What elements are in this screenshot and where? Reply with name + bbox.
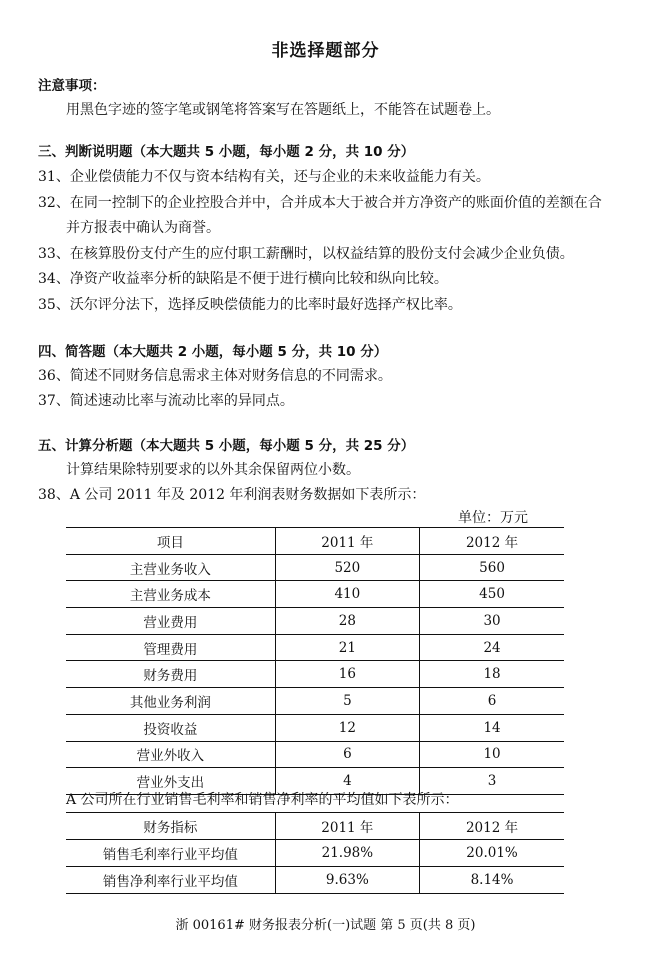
table-row bbox=[66, 608, 564, 635]
notes-heading: 注意事项： bbox=[38, 78, 106, 94]
industry-average-table bbox=[66, 812, 564, 894]
notes-text: 用黑色字迹的签字笔或钢笔将答案写在答题纸上，不能答在试题卷上。 bbox=[66, 102, 500, 118]
question-34: 34、净资产收益率分析的缺陷是不便于进行横向比较和纵向比较。 bbox=[38, 271, 448, 287]
row-label: 营业费用 bbox=[66, 608, 275, 635]
row-label: 营业外收入 bbox=[66, 741, 275, 768]
table-row bbox=[66, 741, 564, 768]
header-cell: 2012 年 bbox=[420, 813, 564, 840]
value-2011: 4 bbox=[275, 768, 419, 795]
value-2012: 18 bbox=[420, 661, 564, 688]
value-2011: 16 bbox=[275, 661, 419, 688]
section-title: 非选择题部分 bbox=[271, 41, 380, 61]
header-cell: 2011 年 bbox=[275, 813, 419, 840]
value-2011: 520 bbox=[275, 554, 419, 581]
value-2012: 6 bbox=[420, 688, 564, 715]
income-statement-table bbox=[66, 527, 564, 795]
value-2011: 410 bbox=[275, 581, 419, 608]
part3-heading: 三、判断说明题（本大题共 5 小题，每小题 2 分，共 10 分） bbox=[38, 144, 415, 160]
header-cell: 财务指标 bbox=[66, 813, 275, 840]
table-row bbox=[66, 634, 564, 661]
value-2012: 14 bbox=[420, 714, 564, 741]
table-row bbox=[66, 554, 564, 581]
page-footer: 浙 00161# 财务报表分析(一)试题 第 5 页(共 8 页) bbox=[175, 918, 476, 933]
value-2011: 28 bbox=[275, 608, 419, 635]
value-2011: 9.63% bbox=[275, 867, 419, 894]
row-label: 管理费用 bbox=[66, 634, 275, 661]
part4-heading: 四、简答题（本大题共 2 小题，每小题 5 分，共 10 分） bbox=[38, 344, 388, 360]
question-31: 31、企业偿债能力不仅与资本结构有关，还与企业的未来收益能力有关。 bbox=[38, 169, 490, 185]
part5-note: 计算结果除特别要求的以外其余保留两位小数。 bbox=[66, 462, 360, 478]
row-label: 主营业务成本 bbox=[66, 581, 275, 608]
value-2011: 21.98% bbox=[275, 840, 419, 867]
row-label: 销售毛利率行业平均值 bbox=[66, 840, 275, 867]
value-2012: 20.01% bbox=[420, 840, 564, 867]
table-row bbox=[66, 840, 564, 867]
table-header-row bbox=[66, 528, 564, 555]
value-2012: 30 bbox=[420, 608, 564, 635]
value-2011: 5 bbox=[275, 688, 419, 715]
row-label: 销售净利率行业平均值 bbox=[66, 867, 275, 894]
table-row bbox=[66, 661, 564, 688]
header-cell: 2011 年 bbox=[275, 528, 419, 555]
table-row bbox=[66, 581, 564, 608]
table-row bbox=[66, 688, 564, 715]
part5-heading: 五、计算分析题（本大题共 5 小题，每小题 5 分，共 25 分） bbox=[38, 438, 415, 454]
value-2012: 24 bbox=[420, 634, 564, 661]
value-2012: 10 bbox=[420, 741, 564, 768]
question-35: 35、沃尔评分法下，选择反映偿债能力的比率时最好选择产权比率。 bbox=[38, 297, 462, 313]
question-38-intro: 38、A 公司 2011 年及 2012 年利润表财务数据如下表所示： bbox=[38, 487, 426, 503]
value-2012: 8.14% bbox=[470, 872, 514, 888]
value-2012: 3 bbox=[487, 773, 497, 790]
question-36: 36、简述不同财务信息需求主体对财务信息的不同需求。 bbox=[38, 368, 392, 384]
question-32: 32、在同一控制下的企业控股合并中，合并成本大于被合并方净资产的账面价值的差额在合 bbox=[38, 195, 602, 211]
value-2012: 450 bbox=[420, 581, 564, 608]
row-label: 主营业务收入 bbox=[66, 554, 275, 581]
table2-intro: A 公司所在行业销售毛利率和销售净利率的平均值如下表所示： bbox=[66, 792, 459, 808]
question-32-cont: 并方报表中确认为商誉。 bbox=[66, 220, 220, 236]
row-label: 营业外支出 bbox=[66, 768, 275, 795]
value-2011: 21 bbox=[275, 634, 419, 661]
table-row bbox=[66, 867, 564, 894]
value-2011: 6 bbox=[275, 741, 419, 768]
table-row bbox=[66, 714, 564, 741]
row-label: 投资收益 bbox=[66, 714, 275, 741]
row-label: 其他业务利润 bbox=[66, 688, 275, 715]
header-cell: 2012 年 bbox=[420, 528, 564, 555]
question-33: 33、在核算股份支付产生的应付职工薪酬时，以权益结算的股份支付会减少企业负债。 bbox=[38, 246, 574, 262]
unit-label: 单位：万元 bbox=[458, 510, 528, 526]
value-2012: 560 bbox=[420, 554, 564, 581]
value-2011: 12 bbox=[275, 714, 419, 741]
question-37: 37、简述速动比率与流动比率的异同点。 bbox=[38, 393, 294, 409]
row-label: 财务费用 bbox=[66, 661, 275, 688]
header-cell: 项目 bbox=[66, 528, 275, 555]
table-header-row bbox=[66, 813, 564, 840]
